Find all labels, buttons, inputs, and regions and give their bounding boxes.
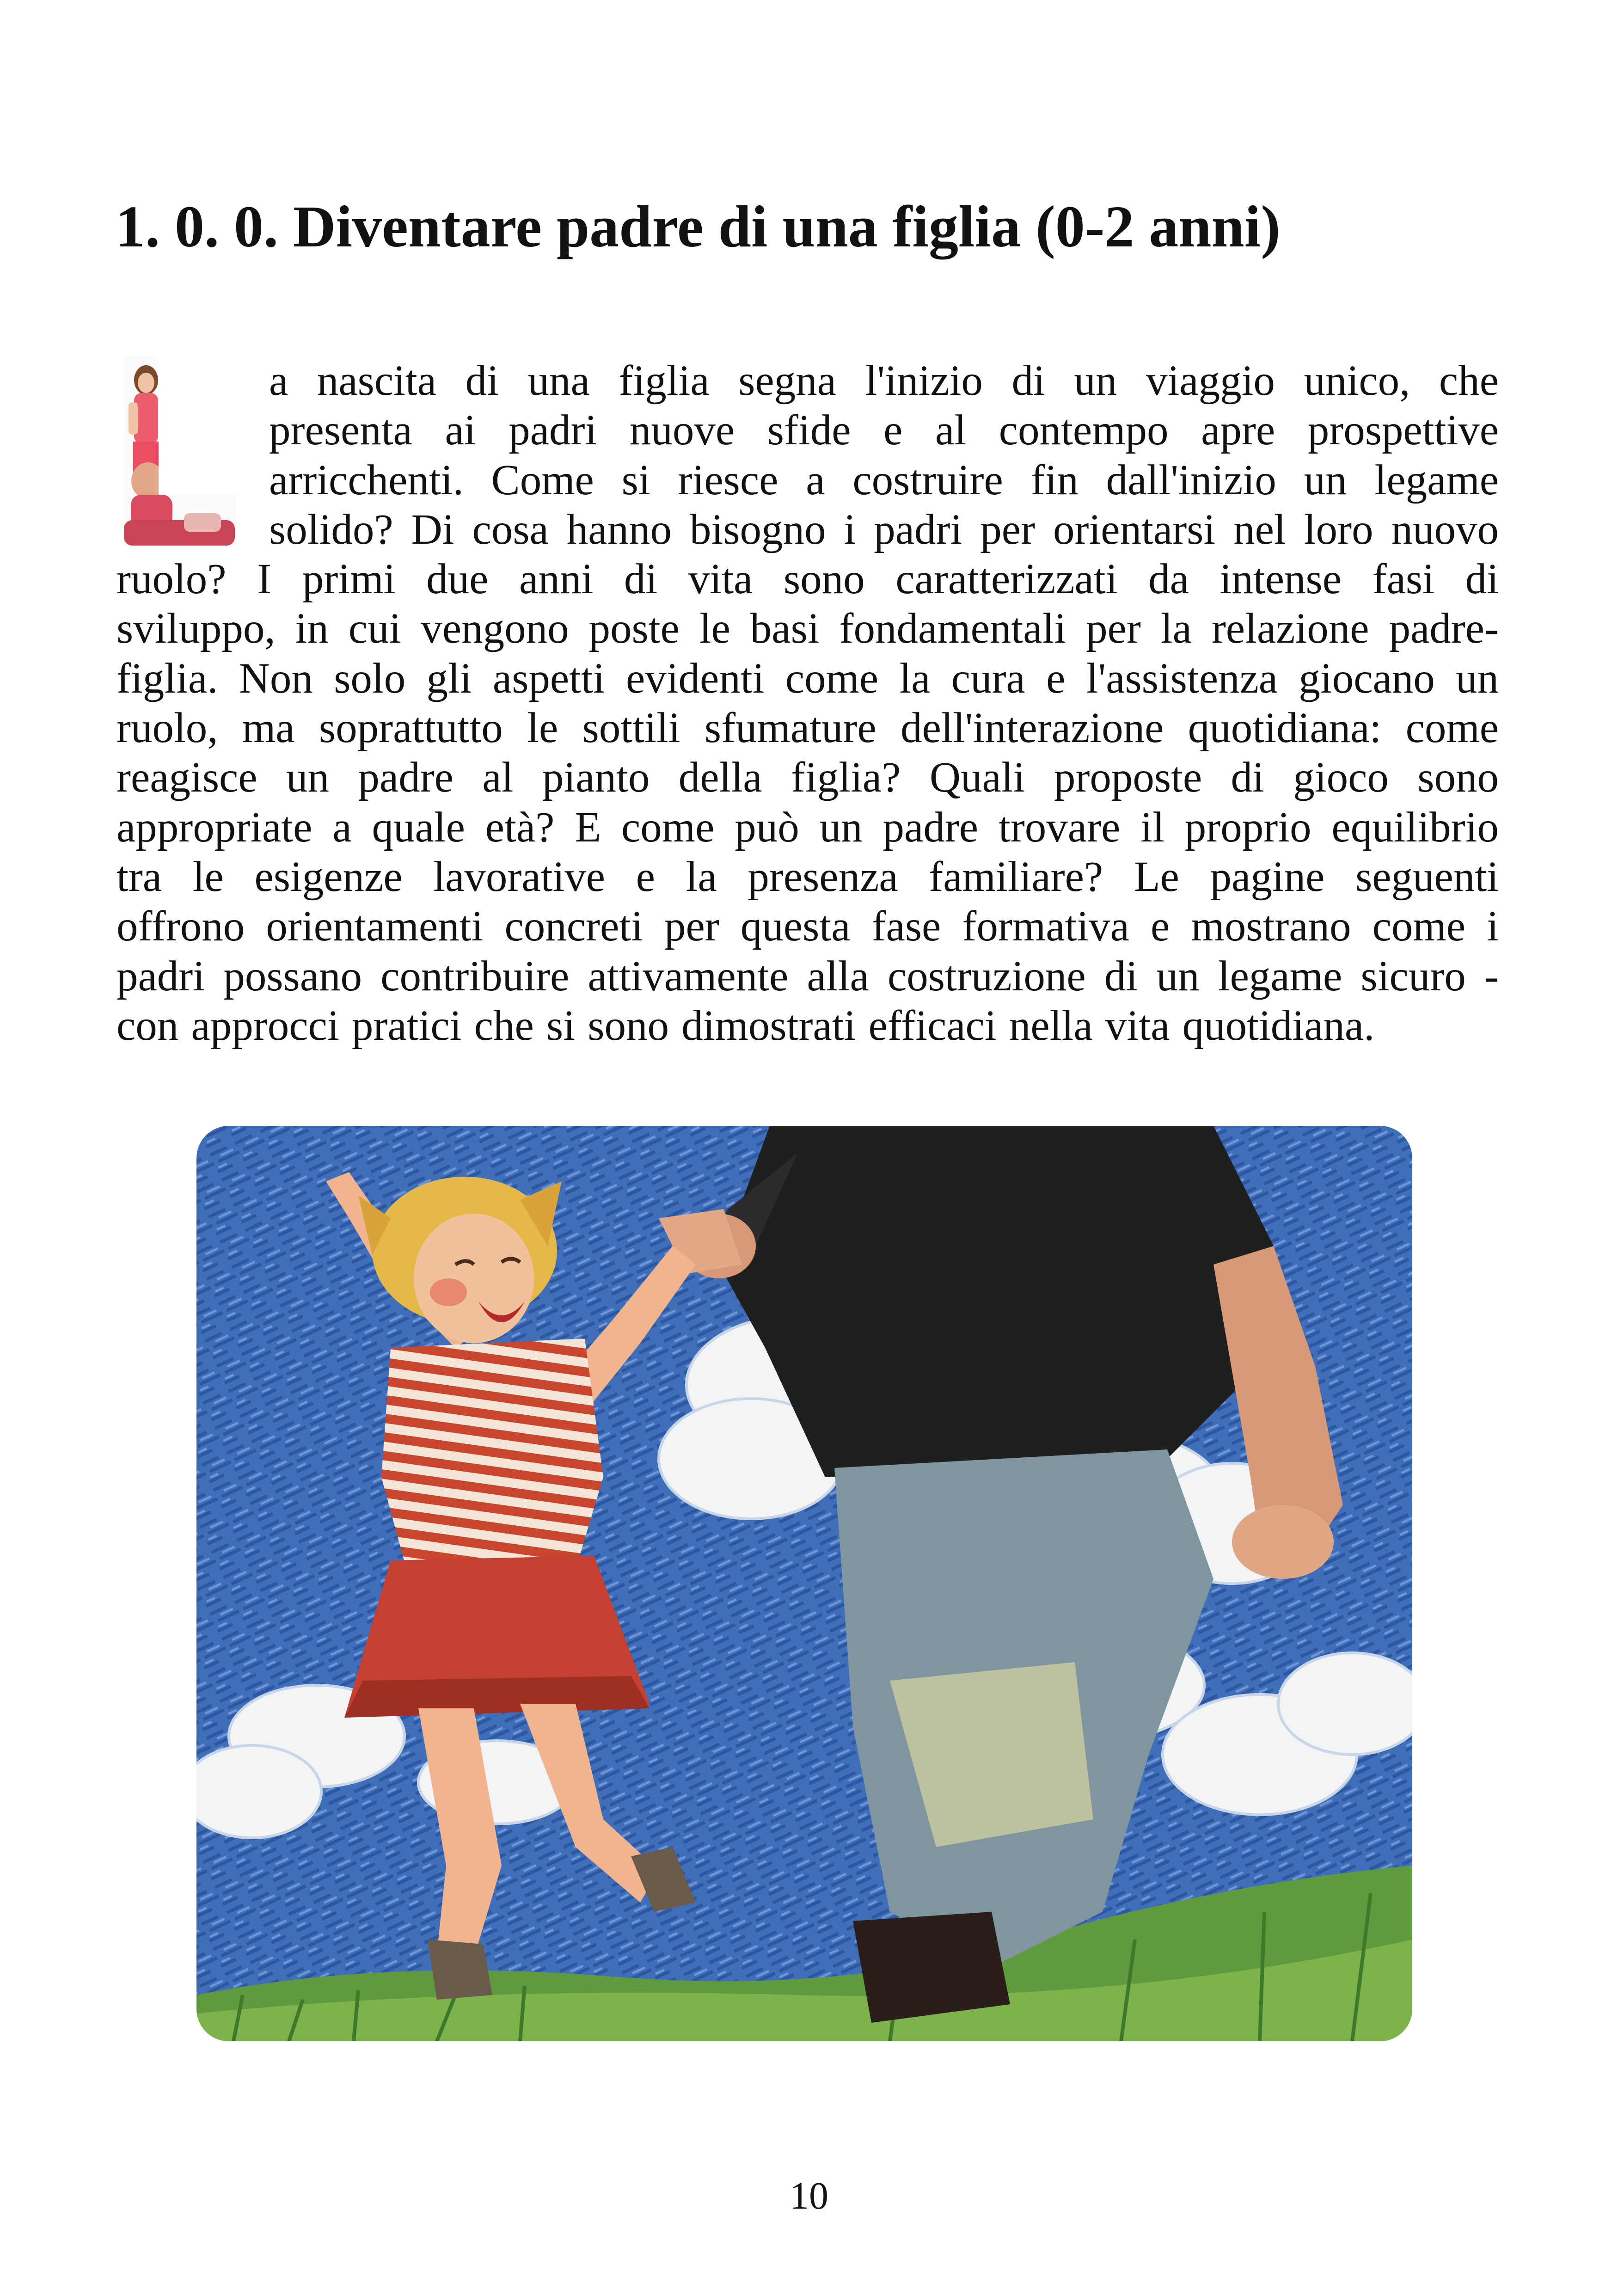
intro-line: offrono orientamenti concreti per questa fase formativa e mostrano come i (116, 902, 1499, 951)
intro-line: appropriate a quale età? E come può un padre trovare il proprio equilibrio (116, 803, 1499, 851)
father-daughter-running-illustration (196, 1126, 1412, 2041)
hero-illustration (196, 1126, 1412, 2041)
intro-line: sviluppo, in cui vengono poste le basi fondamentali per la relazione padre- (116, 605, 1499, 653)
intro-line: tra le esigenze lavorative e la presenza familiare? Le pagine seguenti (116, 853, 1499, 901)
intro-line: padri possano contribuire attivamente alla costruzione di un legame sicuro - (116, 952, 1499, 1000)
intro-line: figlia. Non solo gli aspetti evidenti come la cura e l'assistenza giocano un (116, 654, 1499, 702)
intro-line: solido? Di cosa hanno bisogno i padri per orientarsi nel loro nuovo (269, 505, 1499, 553)
intro-line: reagisce un padre al pianto della figlia? Quali proposte di gioco sono (116, 754, 1499, 802)
intro-line: a nascita di una figlia segna l'inizio di un viaggio unico, che (269, 357, 1499, 405)
intro-line: con approcci pratici che si sono dimostrati efficaci nella vita quotidiana. (116, 1001, 1375, 1050)
page-number: 10 (790, 2174, 828, 2217)
page-title: 1. 0. 0. Diventare padre di una figlia (0-2 anni) (116, 194, 1281, 259)
intro-line: ruolo, ma soprattutto le sottili sfumature dell'interazione quotidiana: come (116, 704, 1499, 752)
intro-paragraph (116, 356, 1499, 1050)
intro-line: arricchenti. Come si riesce a costruire fin dall'inizio un legame (269, 456, 1499, 504)
intro-line: ruolo? I primi due anni di vita sono caratterizzati da intense fasi di (116, 555, 1499, 603)
intro-line: presenta ai padri nuove sfide e al contempo apre prospettive (269, 406, 1499, 454)
